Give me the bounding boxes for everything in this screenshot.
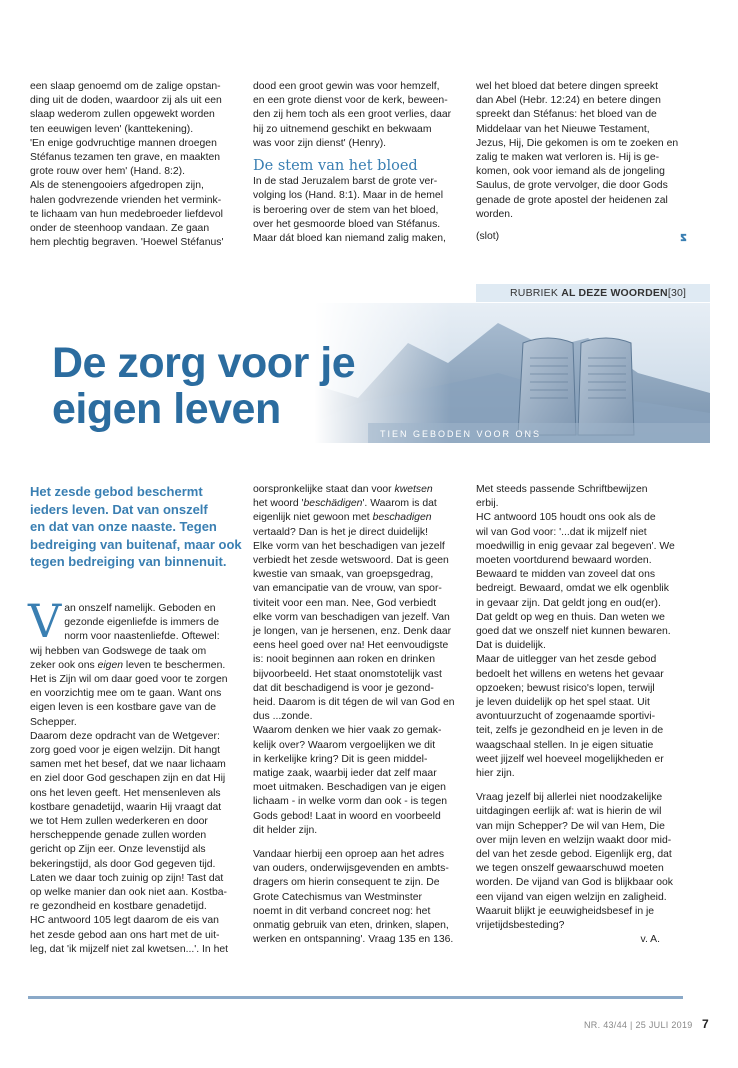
text-line: Middelaar van het Nieuwe Testament, <box>476 123 650 135</box>
text-line: dit helder zijn. <box>253 824 318 836</box>
text-line: is beroering over de stem van het bloed, <box>253 204 439 216</box>
text-line: wel het bloed dat betere dingen spreekt <box>476 81 658 92</box>
text-line: je longen, van je hersenen, enz. Denk daar <box>253 626 452 638</box>
text-line <box>253 511 465 525</box>
text-line: del van het zesde gebod. Eigenlijk erg, dat <box>476 849 672 861</box>
slot-label: (slot) <box>476 231 500 243</box>
text-line: volging los (Hand. 8:1). Maar in de hemel <box>253 190 444 202</box>
text-line: dus ...zonde. <box>253 711 313 723</box>
text-line: matige zaak, waarbij ieder dat zelf maar <box>253 768 437 780</box>
text-line: onmatig gebruik van eten, drinken, slapen, <box>253 920 449 932</box>
text-line: elke vorm van beschadigen van jezelf. Van <box>253 611 450 623</box>
text-line: re gezondheid en kostbare genadetijd. <box>30 901 207 913</box>
text-line: dragers om hierin consequent te zijn. De <box>253 877 440 889</box>
text-emphasis: kwetsen <box>394 484 433 495</box>
page-number: 7 <box>702 1017 709 1031</box>
text-line: Maar dát bloed kan niemand zalig maken, <box>253 233 446 245</box>
text-line: heid. Daarom is dit tégen de wil van God en <box>253 697 455 709</box>
text-line: van ouders, onderwijsgevenden en ambts- <box>253 863 449 875</box>
text-line: een vijand van eigen welzijn en zaligheid. <box>476 891 667 903</box>
article-subtitle: TIEN GEBODEN VOOR ONS <box>380 429 542 439</box>
text-line: komen, ook voor iemand als de jongeling <box>476 166 665 178</box>
text-line: bekeringstijd, als door God gegeven tijd. <box>30 858 216 870</box>
issue-info: NR. 43/44 | 25 JULI 2019 <box>584 1020 693 1030</box>
title-line: De zorg voor je <box>52 339 356 387</box>
author-signature: v. A. <box>640 934 660 946</box>
text-line: In de stad Jeruzalem barst de grote ver- <box>253 176 438 188</box>
text-span: het woord ' <box>253 498 304 510</box>
text-line: Schepper. <box>30 716 77 728</box>
rubriek-label <box>476 284 710 302</box>
text-line: Dat is duidelijk. <box>476 640 546 652</box>
text-line: avontuurzucht of zogenaamde sportivi- <box>476 711 656 723</box>
text-line: Waarom denken we hier vaak zo gemak- <box>253 725 442 737</box>
text-line: dan Abel (Hebr. 12:24) en betere dingen <box>476 95 661 107</box>
text-line: over het gesmoorde bloed van Stéfanus. <box>253 218 441 230</box>
text-line: was voor zijn dienst' (Henry). <box>253 137 387 149</box>
text-line: Als de stenengooiers afgedropen zijn, <box>30 180 204 192</box>
text-span: eigenlijk niet gewoon met <box>253 512 373 524</box>
intro-line: bedreiging van buitenaf, maar ook <box>30 536 242 552</box>
end-mark-icon <box>679 233 688 242</box>
rubriek-prefix: RUBRIEK <box>510 287 562 299</box>
top-column-2 <box>253 80 465 246</box>
text-line: noemt in dit verband concreet nog: het <box>253 905 431 917</box>
text-line: Laten we daar toch zuinig op zijn! Tast dat <box>30 872 224 884</box>
text-line: een slaap genoemd om de zalige opstan- <box>30 81 221 92</box>
text-span: oorspronkelijke staat dan voor <box>253 484 395 495</box>
article-column-3 <box>476 483 688 948</box>
text-line: genade de grote apostel der heidenen zal <box>476 194 668 206</box>
text-line: den zij hem toch als een groot verlies, daar <box>253 109 452 121</box>
text-line: dood een groot gewin was voor hemzelf, <box>253 81 440 92</box>
text-line: worden. <box>476 208 513 220</box>
text-line: Gods gebod! Laat in woord en voorbeeld <box>253 810 441 822</box>
top-column-3 <box>476 80 688 244</box>
text-span: leven te beschermen. <box>123 659 226 671</box>
intro-line: Het zesde gebod beschermt <box>30 484 203 499</box>
text-line: halen godvrezende vrienden het vermink- <box>30 194 222 206</box>
text-line: eens heel goed over na! Het eenvoudigste <box>253 640 449 652</box>
text-line: je leven duidelijk op het spel staat. Uit <box>476 697 650 709</box>
text-line: worden. De vijand van God is blijkbaar ook <box>476 877 673 889</box>
text-line: spreekt dan Stéfanus: het bloed van de <box>476 109 657 121</box>
text-line: Saulus, de grote vervolger, die door Gods <box>476 180 668 192</box>
text-line: wij hebben van Godswege de taak om <box>30 645 207 657</box>
text-line: het zesde gebod aan ons hart met de uit- <box>30 929 220 941</box>
text-line: werken en ontspanning'. Vraag 135 en 136. <box>253 934 454 946</box>
text-line: Bewaard te midden van zoveel dat ons <box>476 569 656 581</box>
text-line: vrijetijdsbesteding? <box>476 920 565 932</box>
text-line: goed dat we onszelf niet kunnen bewaren. <box>476 626 671 638</box>
text-line: en een grote dienst voor de kerk, beween- <box>253 95 448 107</box>
text-line: gericht op Zijn eer. Onze levenstijd als <box>30 844 206 856</box>
text-line: we tegen onszelf gewaarschuwd moeten <box>476 863 664 875</box>
text-line: waagschaal stellen. In je eigen situatie <box>476 739 654 751</box>
text-line: Stéfanus tezamen ten grave, en maakten <box>30 152 221 164</box>
text-line: moeten voortdurend bewaard worden. <box>476 555 652 567</box>
top-column-1 <box>30 80 242 250</box>
text-line: in gevaar zijn. Dat geldt jong en oud(er). <box>476 597 661 609</box>
text-line: Het is Zijn wil om daar goed voor te zorgen <box>30 674 228 686</box>
text-line: te lichaam van hun medebroeder liefdevol <box>30 208 223 220</box>
text-line: zorg goed voor je eigen welzijn. Dit hangt <box>30 745 221 757</box>
text-line <box>253 483 465 497</box>
intro-line: tegen bedreiging van binnenuit. <box>30 554 227 569</box>
article-title <box>52 340 355 432</box>
text-line: erbij. <box>476 498 499 510</box>
text-line: en ziel door God geschapen zijn en dat Hij <box>30 773 226 785</box>
text-line: slaap wederom zullen opgewekt worden <box>30 109 215 121</box>
text-line: Jezus, Hij, Die gekomen is om te zoeken en <box>476 137 679 149</box>
text-line: en voorzichtig mee om te gaan. Want ons <box>30 688 222 700</box>
text-emphasis: beschadigen <box>372 512 432 524</box>
text-span: zeker ook ons <box>30 659 98 671</box>
text-line: Elke vorm van het beschadigen van jezelf <box>253 540 445 552</box>
text-line: op welke manier dan ook niet aan. Kostba- <box>30 887 227 899</box>
text-line: leg, dat 'ik mijzelf niet zal kwetsen...'. In het <box>30 943 229 955</box>
text-line: kwestie van smaak, van groepsgedrag, <box>253 569 434 581</box>
text-line: samen met het besef, dat we naar lichaam <box>30 759 226 771</box>
text-line: moedwillig in enig gevaar zal begeven'. We <box>476 540 675 552</box>
text-line: gezonde eigenliefde is immers de <box>64 617 220 629</box>
text-line: an onszelf namelijk. Geboden en <box>64 603 216 614</box>
text-line: herscheppende genade zullen worden <box>30 830 207 842</box>
text-line: in kerkelijke kring? Dit is geen middel- <box>253 753 428 765</box>
text-line: ding uit de doden, waardoor zij als uit een <box>30 95 222 107</box>
text-line: opzoeken; bewust risico's lopen, terwijl <box>476 682 655 694</box>
text-span: '. Waarom is dat <box>362 498 437 510</box>
text-line: Grote Catechismus van Westminster <box>253 891 422 903</box>
intro-line: en dat van onze naaste. Tegen <box>30 519 217 534</box>
text-line: hier zijn. <box>476 768 515 780</box>
text-line: ten eeuwigen leven' (kanttekening). <box>30 123 194 135</box>
slot-row <box>476 230 688 244</box>
article-column-2 <box>253 483 465 948</box>
text-line: HC antwoord 105 legt daarom de eis van <box>30 915 219 927</box>
text-line <box>253 497 465 511</box>
text-line: uitdagingen eerlijk af: wat is hierin de wil <box>476 806 662 818</box>
text-line: van emancipatie van de vrouw, van spor- <box>253 583 442 595</box>
text-line: dat dit beschadigend is voor je gezond- <box>253 682 434 694</box>
text-line: tiviteit voor een man. Nee, God verbiedt <box>253 597 437 609</box>
text-emphasis: beschädigen <box>303 498 363 510</box>
text-line: eigen leven is een kostbare gave van de <box>30 702 217 714</box>
text-line: Vraag jezelf bij allerlei niet noodzakelijke <box>476 792 663 804</box>
text-line: HC antwoord 105 houdt ons ook als de <box>476 512 656 524</box>
text-line <box>30 659 242 673</box>
text-line: we tot Hem zullen wederkeren en door <box>30 816 208 828</box>
article-column-1 <box>28 594 242 957</box>
text-line: verbiedt het zesde wetswoord. Dat is geen <box>253 555 449 567</box>
text-line: bijvoorbeeld. Het staat onomstotelijk vast <box>253 668 442 680</box>
text-line: Maar de uitlegger van het zesde gebod <box>476 654 657 666</box>
text-line: bedreigt. Bewaard, omdat we elk ogenblik <box>476 583 669 595</box>
text-line: hij zo uitnemend geschikt en bekwaam <box>253 123 432 135</box>
text-line: norm voor naastenliefde. Oftewel: <box>64 631 220 643</box>
text-line: lichaam - in welke vorm dan ook - is tegen <box>253 796 448 808</box>
drop-cap: V <box>28 594 62 648</box>
text-line: bedoelt het willens en wetens het gevaar <box>476 668 664 680</box>
text-line: onder de steenhoop vandaan. Ze gaan <box>30 223 210 235</box>
text-line: ons het leven geeft. Het mensenleven als <box>30 787 221 799</box>
text-line: over mijn leven en welzijn waakt door mid- <box>476 834 672 846</box>
text-line: Daarom deze opdracht van de Wetgever: <box>30 730 220 742</box>
article-intro <box>30 483 242 571</box>
rubriek-number: [30] <box>667 287 687 299</box>
text-line: 'En enige godvruchtige mannen droegen <box>30 137 217 149</box>
text-line: van mijn Schepper? De wil van Hem, Die <box>476 820 665 832</box>
text-line: grote rouw over hem' (Hand. 8:2). <box>30 166 186 178</box>
section-heading: De stem van het bloed <box>253 158 418 175</box>
text-line: Vandaar hierbij een oproep aan het adres <box>253 849 445 861</box>
text-line: moet uitmaken. Beschadigen van je eigen <box>253 782 446 794</box>
intro-line: ieders leven. Dat van onszelf <box>30 501 208 517</box>
text-line: vertaald? Dan is het je direct duidelijk! <box>253 526 429 538</box>
text-line: is: nooit beginnen aan roken en drinken <box>253 654 435 666</box>
text-line: Waaruit blijkt je eeuwigheidsbesef in je <box>476 905 655 917</box>
text-line: teit, zelfs je gezondheid en je leven in de <box>476 725 664 737</box>
title-line: eigen leven <box>52 385 281 433</box>
text-emphasis: eigen <box>97 659 124 671</box>
text-line: zalig te maken wat verloren is. Hij is ge- <box>476 152 660 164</box>
text-line: Met steeds passende Schriftbewijzen <box>476 484 648 495</box>
text-line: Dat geldt op weg en thuis. Dan weten we <box>476 611 665 623</box>
text-line: kostbare genadetijd, waarin Hij vraagt dat <box>30 801 222 813</box>
text-line: weet jijzelf wel hoeveel mogelijkheden er <box>476 753 664 765</box>
rubriek-name: AL DEZE WOORDEN <box>561 287 668 299</box>
footer-rule <box>28 996 683 999</box>
text-line: kelijk over? Waarom vergoelijken we dit <box>253 739 436 751</box>
text-line: wil van God voor: '...dat ik mijzelf niet <box>476 526 647 538</box>
text-line: hem plechtig begraven. 'Hoewel Stéfanus' <box>30 237 224 249</box>
